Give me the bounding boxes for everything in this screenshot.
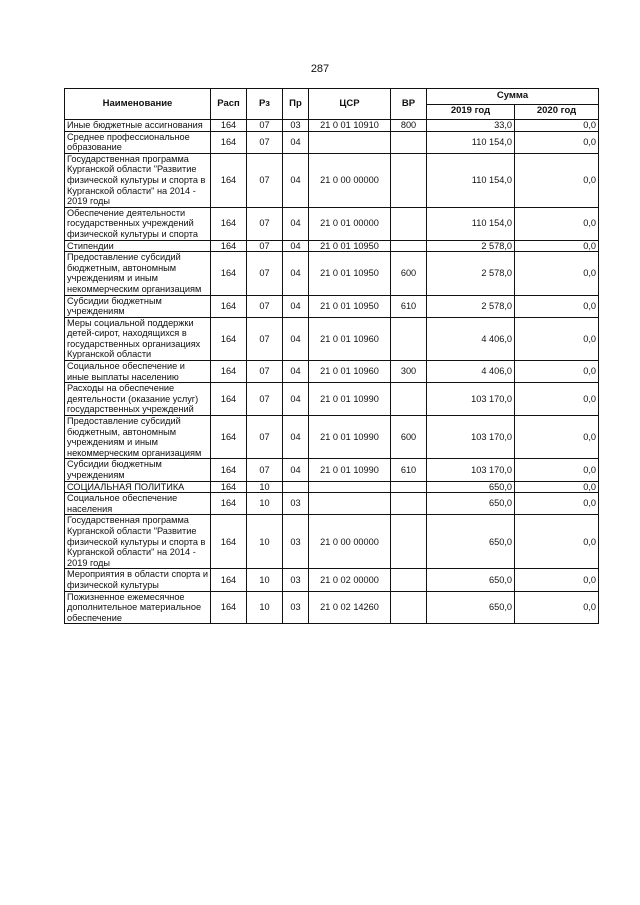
cell-sum-2020: 0,0 [515,153,599,207]
cell-rz: 07 [247,252,283,295]
cell-vr [391,591,427,624]
header-vr: ВР [391,89,427,120]
cell-sum-2019: 110 154,0 [427,207,515,240]
cell-csr: 21 0 01 10960 [309,317,391,360]
header-rz: Рз [247,89,283,120]
cell-csr [309,131,391,153]
cell-rz: 10 [247,569,283,591]
cell-sum-2019: 110 154,0 [427,153,515,207]
header-row [65,89,599,105]
header-csr: ЦСР [309,89,391,120]
cell-pr: 04 [283,240,309,252]
cell-vr: 600 [391,416,427,459]
cell-csr: 21 0 01 10960 [309,361,391,383]
cell-pr: 04 [283,153,309,207]
header-year-2020: 2020 год [515,104,599,120]
cell-rz: 07 [247,416,283,459]
table-row [65,591,599,624]
cell-rz: 10 [247,493,283,515]
cell-rasp: 164 [211,131,247,153]
table-row [65,131,599,153]
cell-pr: 04 [283,317,309,360]
cell-name: Предоставление субсидий бюджетным, автономным учреждениям и иным некоммерческим организациям [65,252,211,295]
header-rasp: Расп [211,89,247,120]
cell-rz: 07 [247,295,283,317]
cell-vr [391,207,427,240]
cell-csr: 21 0 01 10910 [309,120,391,132]
table-row [65,252,599,295]
cell-sum-2020: 0,0 [515,317,599,360]
table-body [65,120,599,624]
table-row [65,317,599,360]
cell-vr [391,515,427,569]
cell-sum-2019: 2 578,0 [427,240,515,252]
cell-pr: 04 [283,207,309,240]
cell-sum-2019: 103 170,0 [427,383,515,416]
cell-rasp: 164 [211,207,247,240]
cell-name: Предоставление субсидий бюджетным, автономным учреждениям и иным некоммерческим организациям [65,416,211,459]
cell-name: Субсидии бюджетным учреждениям [65,295,211,317]
cell-vr: 610 [391,459,427,481]
cell-rz: 07 [247,383,283,416]
cell-sum-2020: 0,0 [515,515,599,569]
budget-table [64,88,599,624]
table-row [65,383,599,416]
cell-sum-2019: 110 154,0 [427,131,515,153]
cell-vr: 610 [391,295,427,317]
cell-sum-2020: 0,0 [515,295,599,317]
table-row [65,120,599,132]
cell-sum-2020: 0,0 [515,131,599,153]
cell-name: Социальное обеспечение населения [65,493,211,515]
cell-pr: 04 [283,131,309,153]
cell-sum-2019: 650,0 [427,515,515,569]
cell-pr: 04 [283,361,309,383]
cell-rasp: 164 [211,481,247,493]
cell-csr: 21 0 02 00000 [309,569,391,591]
cell-rz: 10 [247,481,283,493]
cell-rz: 07 [247,120,283,132]
cell-rz: 07 [247,459,283,481]
cell-rasp: 164 [211,416,247,459]
cell-csr: 21 0 01 10990 [309,416,391,459]
cell-name: Иные бюджетные ассигнования [65,120,211,132]
cell-pr: 04 [283,252,309,295]
cell-rz: 10 [247,515,283,569]
table-row [65,569,599,591]
cell-sum-2019: 103 170,0 [427,459,515,481]
cell-sum-2020: 0,0 [515,252,599,295]
cell-name: Обеспечение деятельности государственных учреждений физической культуры и спорта [65,207,211,240]
cell-sum-2020: 0,0 [515,240,599,252]
cell-rasp: 164 [211,252,247,295]
cell-rasp: 164 [211,515,247,569]
cell-name: Мероприятия в области спорта и физической культуры [65,569,211,591]
cell-name: Среднее профессиональное образование [65,131,211,153]
cell-pr: 04 [283,295,309,317]
cell-vr [391,131,427,153]
page-number: 287 [310,63,330,75]
cell-sum-2019: 4 406,0 [427,361,515,383]
cell-rasp: 164 [211,569,247,591]
cell-sum-2019: 4 406,0 [427,317,515,360]
cell-rasp: 164 [211,591,247,624]
cell-sum-2020: 0,0 [515,416,599,459]
cell-sum-2020: 0,0 [515,207,599,240]
cell-pr: 03 [283,591,309,624]
cell-sum-2019: 650,0 [427,481,515,493]
cell-vr [391,317,427,360]
cell-sum-2020: 0,0 [515,493,599,515]
table-row [65,361,599,383]
cell-pr: 04 [283,459,309,481]
cell-sum-2020: 0,0 [515,120,599,132]
table-row [65,515,599,569]
cell-sum-2019: 650,0 [427,591,515,624]
cell-csr: 21 0 01 10990 [309,383,391,416]
cell-vr: 600 [391,252,427,295]
cell-vr: 300 [391,361,427,383]
cell-sum-2019: 103 170,0 [427,416,515,459]
table-row [65,481,599,493]
cell-csr [309,493,391,515]
cell-vr [391,153,427,207]
cell-csr [309,481,391,493]
cell-name: Государственная программа Курганской области "Развитие физической культуры и спорта в Курганской области" на 2014 - 2019 годы [65,515,211,569]
cell-name: Государственная программа Курганской области "Развитие физической культуры и спорта в Курганской области" на 2014 - 2019 годы [65,153,211,207]
cell-rz: 07 [247,153,283,207]
header-name: Наименование [65,89,211,120]
cell-rz: 07 [247,131,283,153]
table-row [65,493,599,515]
header-year-2019: 2019 год [427,104,515,120]
table-row [65,153,599,207]
table-row [65,416,599,459]
cell-vr [391,569,427,591]
table-row [65,240,599,252]
cell-pr [283,481,309,493]
cell-sum-2020: 0,0 [515,569,599,591]
cell-sum-2019: 650,0 [427,569,515,591]
cell-name: СОЦИАЛЬНАЯ ПОЛИТИКА [65,481,211,493]
cell-name: Расходы на обеспечение деятельности (оказание услуг) государственных учреждений [65,383,211,416]
header-sum: Сумма [427,89,599,105]
cell-sum-2020: 0,0 [515,591,599,624]
cell-sum-2019: 33,0 [427,120,515,132]
cell-pr: 03 [283,569,309,591]
cell-rz: 07 [247,240,283,252]
cell-vr: 800 [391,120,427,132]
cell-sum-2020: 0,0 [515,481,599,493]
cell-pr: 04 [283,416,309,459]
cell-rasp: 164 [211,120,247,132]
cell-pr: 03 [283,515,309,569]
cell-rasp: 164 [211,317,247,360]
table-row [65,459,599,481]
cell-name: Стипендии [65,240,211,252]
cell-rasp: 164 [211,383,247,416]
cell-name: Пожизненное ежемесячное дополнительное материальное обеспечение [65,591,211,624]
cell-vr [391,481,427,493]
cell-pr: 03 [283,120,309,132]
cell-name: Субсидии бюджетным учреждениям [65,459,211,481]
cell-rasp: 164 [211,240,247,252]
cell-rasp: 164 [211,493,247,515]
cell-rz: 10 [247,591,283,624]
cell-rasp: 164 [211,361,247,383]
cell-rasp: 164 [211,295,247,317]
cell-csr: 21 0 00 00000 [309,515,391,569]
cell-pr: 04 [283,383,309,416]
cell-name: Меры социальной поддержки детей-сирот, находящихся в государственных организациях Курганской области [65,317,211,360]
cell-pr: 03 [283,493,309,515]
header-pr: Пр [283,89,309,120]
cell-csr: 21 0 01 10950 [309,252,391,295]
cell-csr: 21 0 01 00000 [309,207,391,240]
cell-csr: 21 0 00 00000 [309,153,391,207]
cell-sum-2019: 2 578,0 [427,295,515,317]
cell-sum-2020: 0,0 [515,361,599,383]
cell-rasp: 164 [211,459,247,481]
cell-vr [391,493,427,515]
cell-rz: 07 [247,207,283,240]
cell-rz: 07 [247,361,283,383]
cell-csr: 21 0 01 10950 [309,295,391,317]
cell-vr [391,383,427,416]
cell-csr: 21 0 01 10950 [309,240,391,252]
cell-rasp: 164 [211,153,247,207]
cell-csr: 21 0 02 14260 [309,591,391,624]
cell-sum-2020: 0,0 [515,459,599,481]
table-row [65,295,599,317]
cell-rz: 07 [247,317,283,360]
cell-name: Социальное обеспечение и иные выплаты населению [65,361,211,383]
cell-sum-2020: 0,0 [515,383,599,416]
cell-sum-2019: 650,0 [427,493,515,515]
table-row [65,207,599,240]
cell-csr: 21 0 01 10990 [309,459,391,481]
cell-sum-2019: 2 578,0 [427,252,515,295]
cell-vr [391,240,427,252]
